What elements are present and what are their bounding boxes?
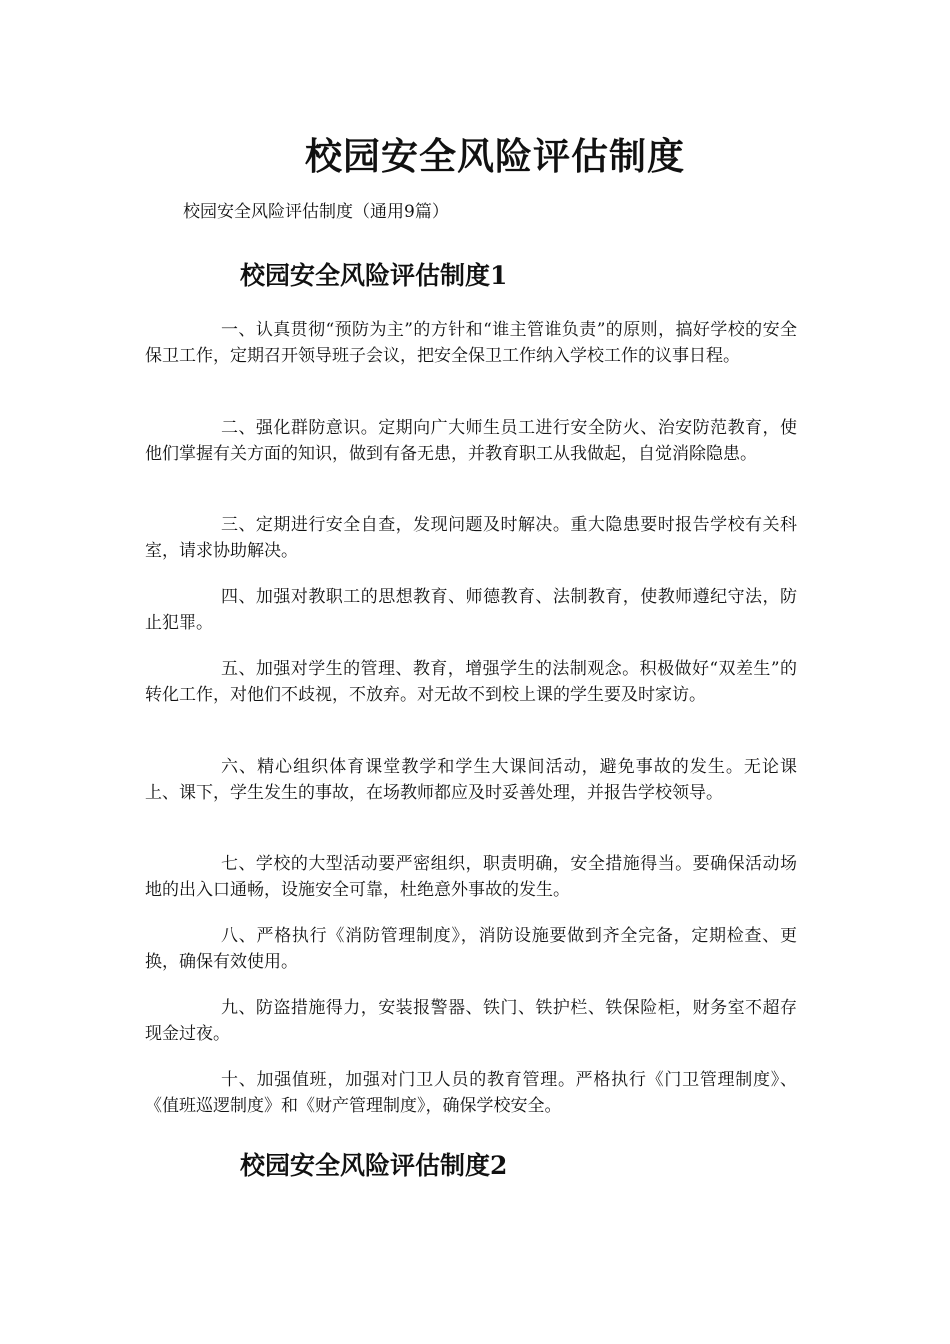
paragraph-1-4: 四、加强对教职工的思想教育、师德教育、法制教育，使教师遵纪守法，防止犯罪。 <box>145 587 797 633</box>
document-subtitle: 校园安全风险评估制度（通用9篇） <box>183 202 449 222</box>
paragraph-1-1: 一、认真贯彻“预防为主”的方针和“谁主管谁负责”的原则，搞好学校的安全保卫工作，定期召开领导班子会议，把安全保卫工作纳入学校工作的议事日程。 <box>145 320 797 366</box>
paragraph-1-9: 九、防盗措施得力，安装报警器、铁门、铁护栏、铁保险柜，财务室不超存现金过夜。 <box>145 998 797 1044</box>
paragraph-1-2: 二、强化群防意识。定期向广大师生员工进行安全防火、治安防范教育，使他们掌握有关方面的知识，做到有备无患，并教育职工从我做起，自觉消除隐患。 <box>145 418 797 464</box>
paragraph-1-3: 三、定期进行安全自查，发现问题及时解决。重大隐患要时报告学校有关科室，请求协助解决。 <box>145 515 797 561</box>
document-title: 校园安全风险评估制度 <box>305 134 685 178</box>
paragraph-1-7: 七、学校的大型活动要严密组织，职责明确，安全措施得当。要确保活动场地的出入口通畅，设施安全可靠，杜绝意外事故的发生。 <box>145 854 797 900</box>
paragraph-1-8: 八、严格执行《消防管理制度》，消防设施要做到齐全完备，定期检查、更换，确保有效使用。 <box>145 926 797 972</box>
section-heading-1: 校园安全风险评估制度1 <box>240 261 508 290</box>
paragraph-1-6: 六、精心组织体育课堂教学和学生大课间活动，避免事故的发生。无论课上、课下，学生发生的事故，在场教师都应及时妥善处理，并报告学校领导。 <box>145 757 797 803</box>
section-heading-2: 校园安全风险评估制度2 <box>240 1151 508 1180</box>
paragraph-1-5: 五、加强对学生的管理、教育，增强学生的法制观念。积极做好“双差生”的转化工作，对他们不歧视，不放弃。对无故不到校上课的学生要及时家访。 <box>145 659 797 705</box>
paragraph-1-10: 十、加强值班，加强对门卫人员的教育管理。严格执行《门卫管理制度》、《值班巡逻制度》和《财产管理制度》，确保学校安全。 <box>145 1070 797 1116</box>
